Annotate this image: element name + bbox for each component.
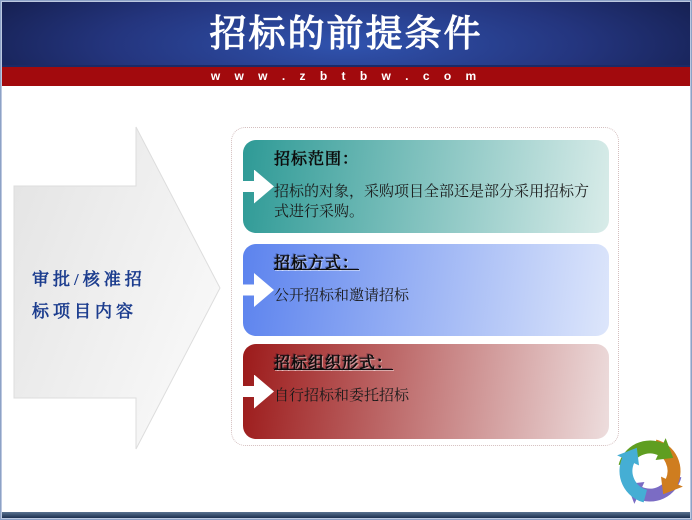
box-title-organization: 招标组织形式： — [274, 355, 394, 372]
process-arrow-label-line2: 标项目内容 — [32, 302, 137, 321]
website-url: w w w . z b t b w . c o m — [210, 69, 482, 83]
info-box-scope — [243, 140, 609, 233]
process-arrow-label-line1: 审批/核准招 — [32, 270, 146, 289]
page-title: 招标的前提条件 — [209, 14, 483, 55]
header-bar — [2, 2, 690, 65]
box-body-organization: 自行招标和委托招标 — [274, 387, 410, 404]
content-panel — [231, 127, 619, 446]
white-block-arrow-icon — [234, 170, 274, 204]
box-title-method: 招标方式： — [274, 255, 360, 272]
white-block-arrow-icon — [234, 375, 274, 409]
process-arrow-label — [32, 264, 182, 328]
cycle-arrows-icon — [606, 431, 690, 511]
box-body-scope: 招标的对象，采购项目全部还是部分采用招标方式进行采购。 — [274, 183, 590, 220]
website-bar — [2, 65, 690, 86]
white-block-arrow-icon — [234, 273, 274, 307]
box-title-scope: 招标范围： — [274, 151, 360, 168]
box-body-method: 公开招标和邀请招标 — [274, 287, 410, 304]
bottom-accent-bar — [2, 512, 690, 518]
info-box-method — [243, 244, 609, 336]
info-box-organization — [243, 344, 609, 439]
